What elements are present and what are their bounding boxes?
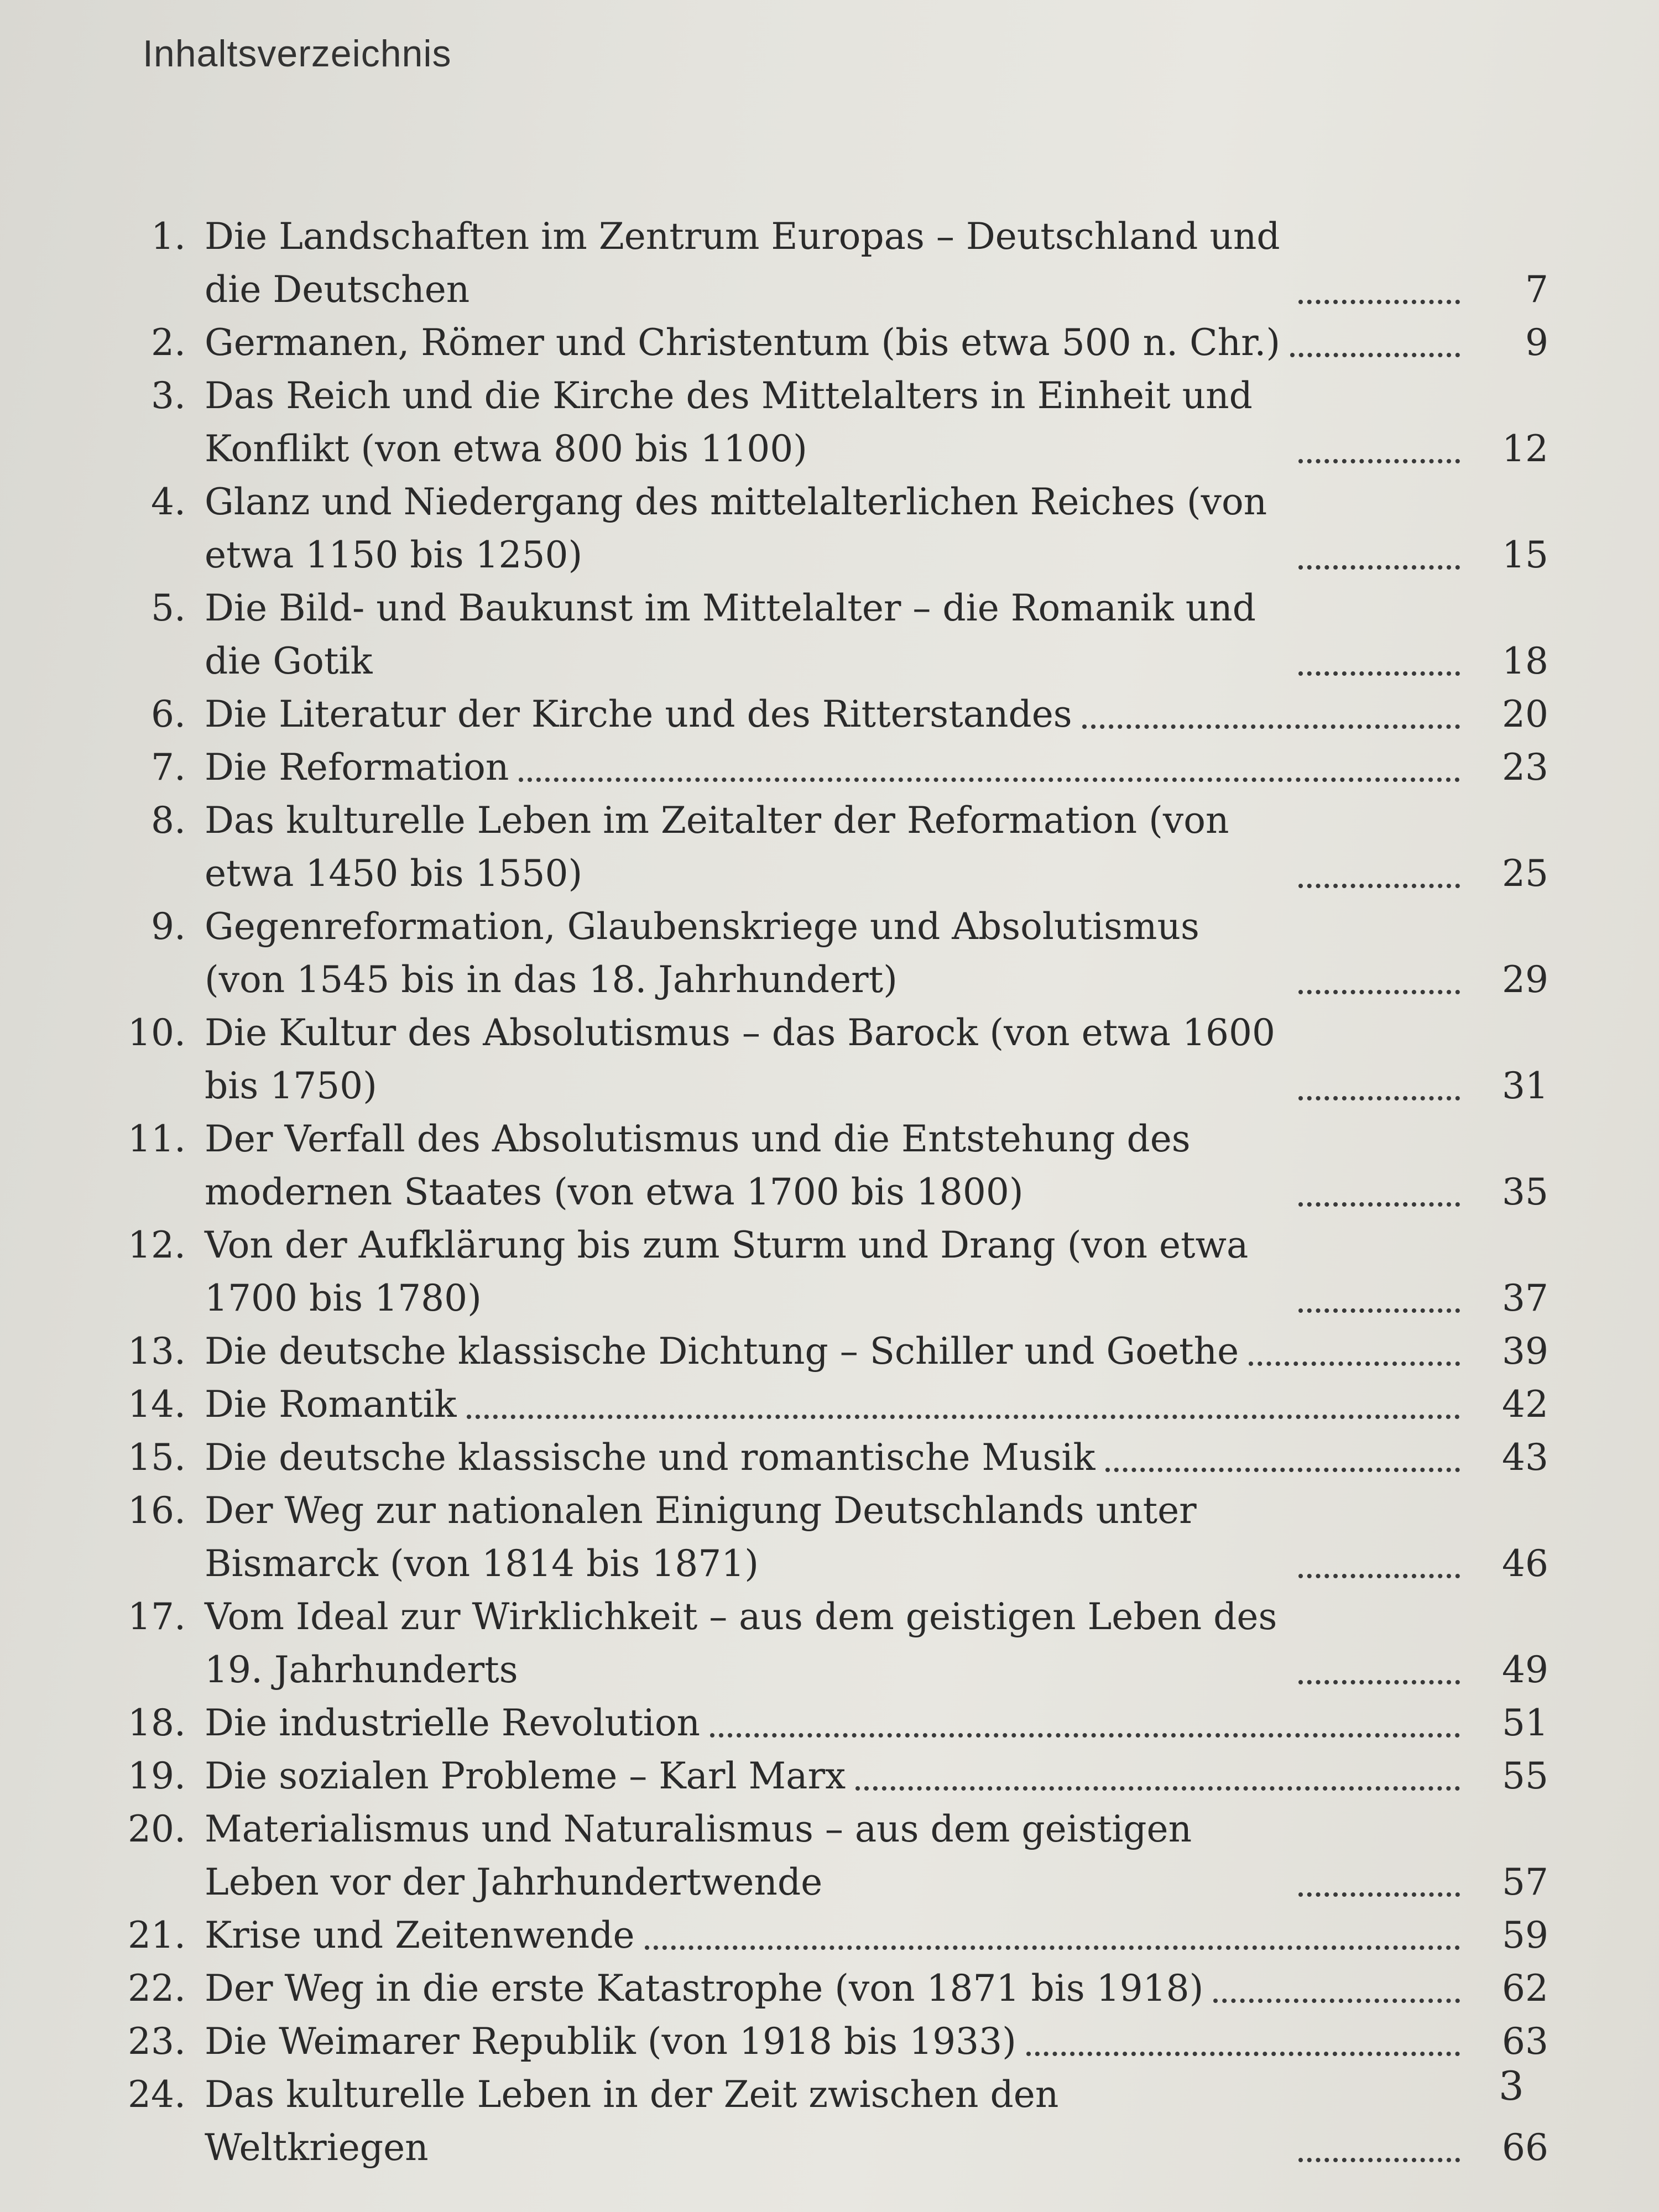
toc-entry: [105, 794, 1548, 900]
toc-entry-page: 37: [1502, 1277, 1548, 1319]
toc-entry-body: [205, 1325, 1548, 1378]
toc-leader-dots: [1298, 459, 1460, 463]
toc-entry: [105, 2068, 1548, 2174]
toc-leader-dots: [1298, 565, 1460, 570]
toc-entry-body: [205, 1962, 1548, 2015]
toc-entry-title: Die industrielle Revolution: [205, 1702, 701, 1744]
toc-entry-body: [205, 316, 1548, 369]
toc-entry-page: 49: [1502, 1648, 1548, 1691]
toc-entry-page: 43: [1502, 1436, 1548, 1479]
toc-entry-number: 16.: [128, 1489, 186, 1532]
toc-entry-page: 63: [1502, 2020, 1548, 2063]
toc-entry-page: 59: [1502, 1914, 1548, 1957]
toc-entry-page: 23: [1502, 746, 1548, 789]
toc-entry: [105, 476, 1548, 582]
toc-entry: [105, 1909, 1548, 1962]
toc-leader-dots: [1298, 300, 1460, 304]
toc-entry-body: [205, 794, 1548, 900]
toc-entry-title: Die Kultur des Absolutismus – das Barock (von etwa 1600 bis 1750): [205, 1011, 1275, 1107]
toc-entry-title: Die Weimarer Republik (von 1918 bis 1933): [205, 2020, 1016, 2063]
toc-entry-body: [205, 1909, 1548, 1962]
toc-entry-page: 42: [1502, 1383, 1548, 1426]
toc-leader-dots: [1298, 671, 1460, 676]
toc-entry-body: [205, 1750, 1548, 1803]
toc-leader-dots: [1082, 724, 1460, 729]
toc-entry-body: [205, 1219, 1548, 1325]
toc-entry: [105, 1113, 1548, 1219]
toc-entry-title: Gegenreformation, Glaubenskriege und Absolutismus (von 1545 bis in das 18. Jahrhundert): [205, 905, 1199, 1001]
toc-entry-page: 7: [1525, 268, 1548, 311]
toc-entry: [105, 1219, 1548, 1325]
toc-entry-page: 35: [1502, 1171, 1548, 1213]
toc-entry-body: [205, 1113, 1548, 1219]
toc-entry-body: [205, 1431, 1548, 1484]
toc-entry: [105, 1590, 1548, 1697]
toc-entry-title: Die Landschaften im Zentrum Europas – Deutschland und die Deutschen: [205, 215, 1280, 311]
toc-entry-title: Von der Aufklärung bis zum Sturm und Drang (von etwa 1700 bis 1780): [205, 1224, 1249, 1319]
toc-entry: [105, 2015, 1548, 2068]
toc-entry: [105, 1325, 1548, 1378]
toc-entry-number: 9.: [151, 905, 186, 948]
toc-leader-dots: [710, 1733, 1460, 1738]
toc-leader-dots: [1298, 1308, 1460, 1313]
toc-entry-page: 55: [1502, 1755, 1548, 1797]
toc-entry-body: [205, 1590, 1548, 1697]
toc-entry-title: Vom Ideal zur Wirklichkeit – aus dem geistigen Leben des 19. Jahrhunderts: [205, 1595, 1277, 1691]
page-number: 3: [1499, 2063, 1524, 2109]
toc-entry-number: 22.: [128, 1967, 186, 2010]
toc-leader-dots: [1105, 1468, 1460, 1472]
toc-entry-number: 24.: [128, 2073, 186, 2116]
toc-entry-title: Die sozialen Probleme – Karl Marx: [205, 1755, 846, 1797]
toc-leader-dots: [1290, 353, 1460, 357]
toc-leader-dots: [519, 778, 1460, 782]
toc-entry: [105, 1697, 1548, 1750]
toc-entry-page: 46: [1502, 1542, 1548, 1585]
toc-leader-dots: [855, 1786, 1460, 1791]
toc-entry-page: 62: [1502, 1967, 1548, 2010]
toc-entry-title: Die deutsche klassische und romantische Musik: [205, 1436, 1095, 1479]
toc-entry-body: [205, 369, 1548, 476]
toc-entry-title: Germanen, Römer und Christentum (bis etwa 500 n. Chr.): [205, 321, 1281, 364]
toc-leader-dots: [1298, 990, 1460, 994]
toc-leader-dots: [1249, 1361, 1460, 1366]
toc-entry-body: [205, 1006, 1548, 1113]
toc-leader-dots: [467, 1415, 1460, 1419]
toc-entry-number: 5.: [151, 587, 186, 629]
toc-entry-title: Materialismus und Naturalismus – aus dem geistigen Leben vor der Jahrhundertwende: [205, 1808, 1192, 1903]
toc-leader-dots: [1298, 1680, 1460, 1684]
toc-leader-dots: [645, 1945, 1460, 1950]
toc-entry-page: 18: [1502, 640, 1548, 682]
toc-entry-number: 11.: [128, 1118, 186, 1160]
toc-entry-number: 15.: [128, 1436, 186, 1479]
toc-entry-number: 2.: [151, 321, 186, 364]
toc-entry-title: Der Verfall des Absolutismus und die Entstehung des modernen Staates (von etwa 1700 bis 1800): [205, 1118, 1191, 1213]
toc-entry-number: 21.: [128, 1914, 186, 1957]
toc-entry: [105, 1431, 1548, 1484]
toc-leader-dots: [1298, 1096, 1460, 1100]
toc-leader-dots: [1026, 2052, 1460, 2056]
toc-entry: [105, 369, 1548, 476]
toc-entry-page: 25: [1502, 852, 1548, 895]
toc-entry-number: 20.: [128, 1808, 186, 1850]
toc-entry-body: [205, 2015, 1548, 2068]
toc-entry-number: 23.: [128, 2020, 186, 2063]
toc-entry-number: 12.: [128, 1224, 186, 1266]
toc-entry-title: Der Weg zur nationalen Einigung Deutschlands unter Bismarck (von 1814 bis 1871): [205, 1489, 1197, 1585]
toc-entry-number: 3.: [151, 374, 186, 417]
toc-entry-page: 29: [1502, 958, 1548, 1001]
toc-entry-title: Das Reich und die Kirche des Mittelalters in Einheit und Konflikt (von etwa 800 bis 1100): [205, 374, 1253, 470]
toc-entry-page: 31: [1502, 1065, 1548, 1107]
toc-entry-body: [205, 1484, 1548, 1590]
toc-entry-title: Das kulturelle Leben in der Zeit zwischen den Weltkriegen: [205, 2073, 1059, 2169]
toc-entry-title: Die Literatur der Kirche und des Ritterstandes: [205, 693, 1072, 735]
toc-entry-page: 66: [1502, 2126, 1548, 2169]
toc-entry-title: Glanz und Niedergang des mittelalterlichen Reiches (von etwa 1150 bis 1250): [205, 481, 1267, 576]
toc-entry: [105, 900, 1548, 1006]
toc-leader-dots: [1298, 1892, 1460, 1897]
toc-leader-dots: [1298, 2158, 1460, 2162]
toc-entry-number: 18.: [128, 1702, 186, 1744]
toc-entry-number: 14.: [128, 1383, 186, 1426]
toc-entry: [105, 741, 1548, 794]
toc-entry-title: Die Romantik: [205, 1383, 457, 1426]
toc-entry-number: 8.: [151, 799, 186, 842]
toc-entry: [105, 688, 1548, 741]
toc-entry: [105, 210, 1548, 316]
toc-entry: [105, 316, 1548, 369]
toc-leader-dots: [1298, 1574, 1460, 1578]
toc-entry-body: [205, 2068, 1548, 2174]
toc-entry-body: [205, 1697, 1548, 1750]
toc-entry-title: Das kulturelle Leben im Zeitalter der Reformation (von etwa 1450 bis 1550): [205, 799, 1229, 895]
toc-entry-page: 57: [1502, 1861, 1548, 1903]
toc-entry-page: 12: [1502, 427, 1548, 470]
toc-entry: [105, 1484, 1548, 1590]
toc-entry-title: Die Bild- und Baukunst im Mittelalter – die Romanik und die Gotik: [205, 587, 1256, 682]
toc-entry-number: 7.: [151, 746, 186, 789]
toc-entry-body: [205, 900, 1548, 1006]
toc-leader-dots: [1298, 884, 1460, 888]
toc-entry-number: 6.: [151, 693, 186, 735]
toc-entry-body: [205, 1378, 1548, 1431]
toc-entry-title: Die Reformation: [205, 746, 509, 789]
toc-entry-body: [205, 476, 1548, 582]
toc-entry-page: 51: [1502, 1702, 1548, 1744]
toc-entry: [105, 582, 1548, 688]
toc-entry: [105, 1803, 1548, 1909]
toc-entry-title: Krise und Zeitenwende: [205, 1914, 635, 1957]
toc-entry-page: 39: [1502, 1330, 1548, 1373]
toc-entry-number: 10.: [128, 1011, 186, 1054]
toc-entry-page: 9: [1525, 321, 1548, 364]
toc-entry-number: 13.: [128, 1330, 186, 1373]
toc-entry-number: 19.: [128, 1755, 186, 1797]
toc-entry-number: 4.: [151, 481, 186, 523]
toc-entry-title: Der Weg in die erste Katastrophe (von 1871 bis 1918): [205, 1967, 1204, 2010]
toc-entry: [105, 1962, 1548, 2015]
toc-entry-body: [205, 741, 1548, 794]
toc-leader-dots: [1298, 1202, 1460, 1207]
toc-entry-body: [205, 210, 1548, 316]
toc-entry: [105, 1006, 1548, 1113]
toc-entry-body: [205, 582, 1548, 688]
table-of-contents: [105, 210, 1548, 2174]
toc-entry-page: 20: [1502, 693, 1548, 735]
toc-entry: [105, 1378, 1548, 1431]
toc-entry-number: 1.: [151, 215, 186, 258]
toc-leader-dots: [1213, 1999, 1460, 2003]
toc-entry-body: [205, 688, 1548, 741]
page-title: Inhaltsverzeichnis: [143, 33, 452, 75]
toc-entry: [105, 1750, 1548, 1803]
toc-entry-body: [205, 1803, 1548, 1909]
toc-entry-title: Die deutsche klassische Dichtung – Schiller und Goethe: [205, 1330, 1239, 1373]
toc-entry-number: 17.: [128, 1595, 186, 1638]
toc-entry-page: 15: [1502, 534, 1548, 576]
